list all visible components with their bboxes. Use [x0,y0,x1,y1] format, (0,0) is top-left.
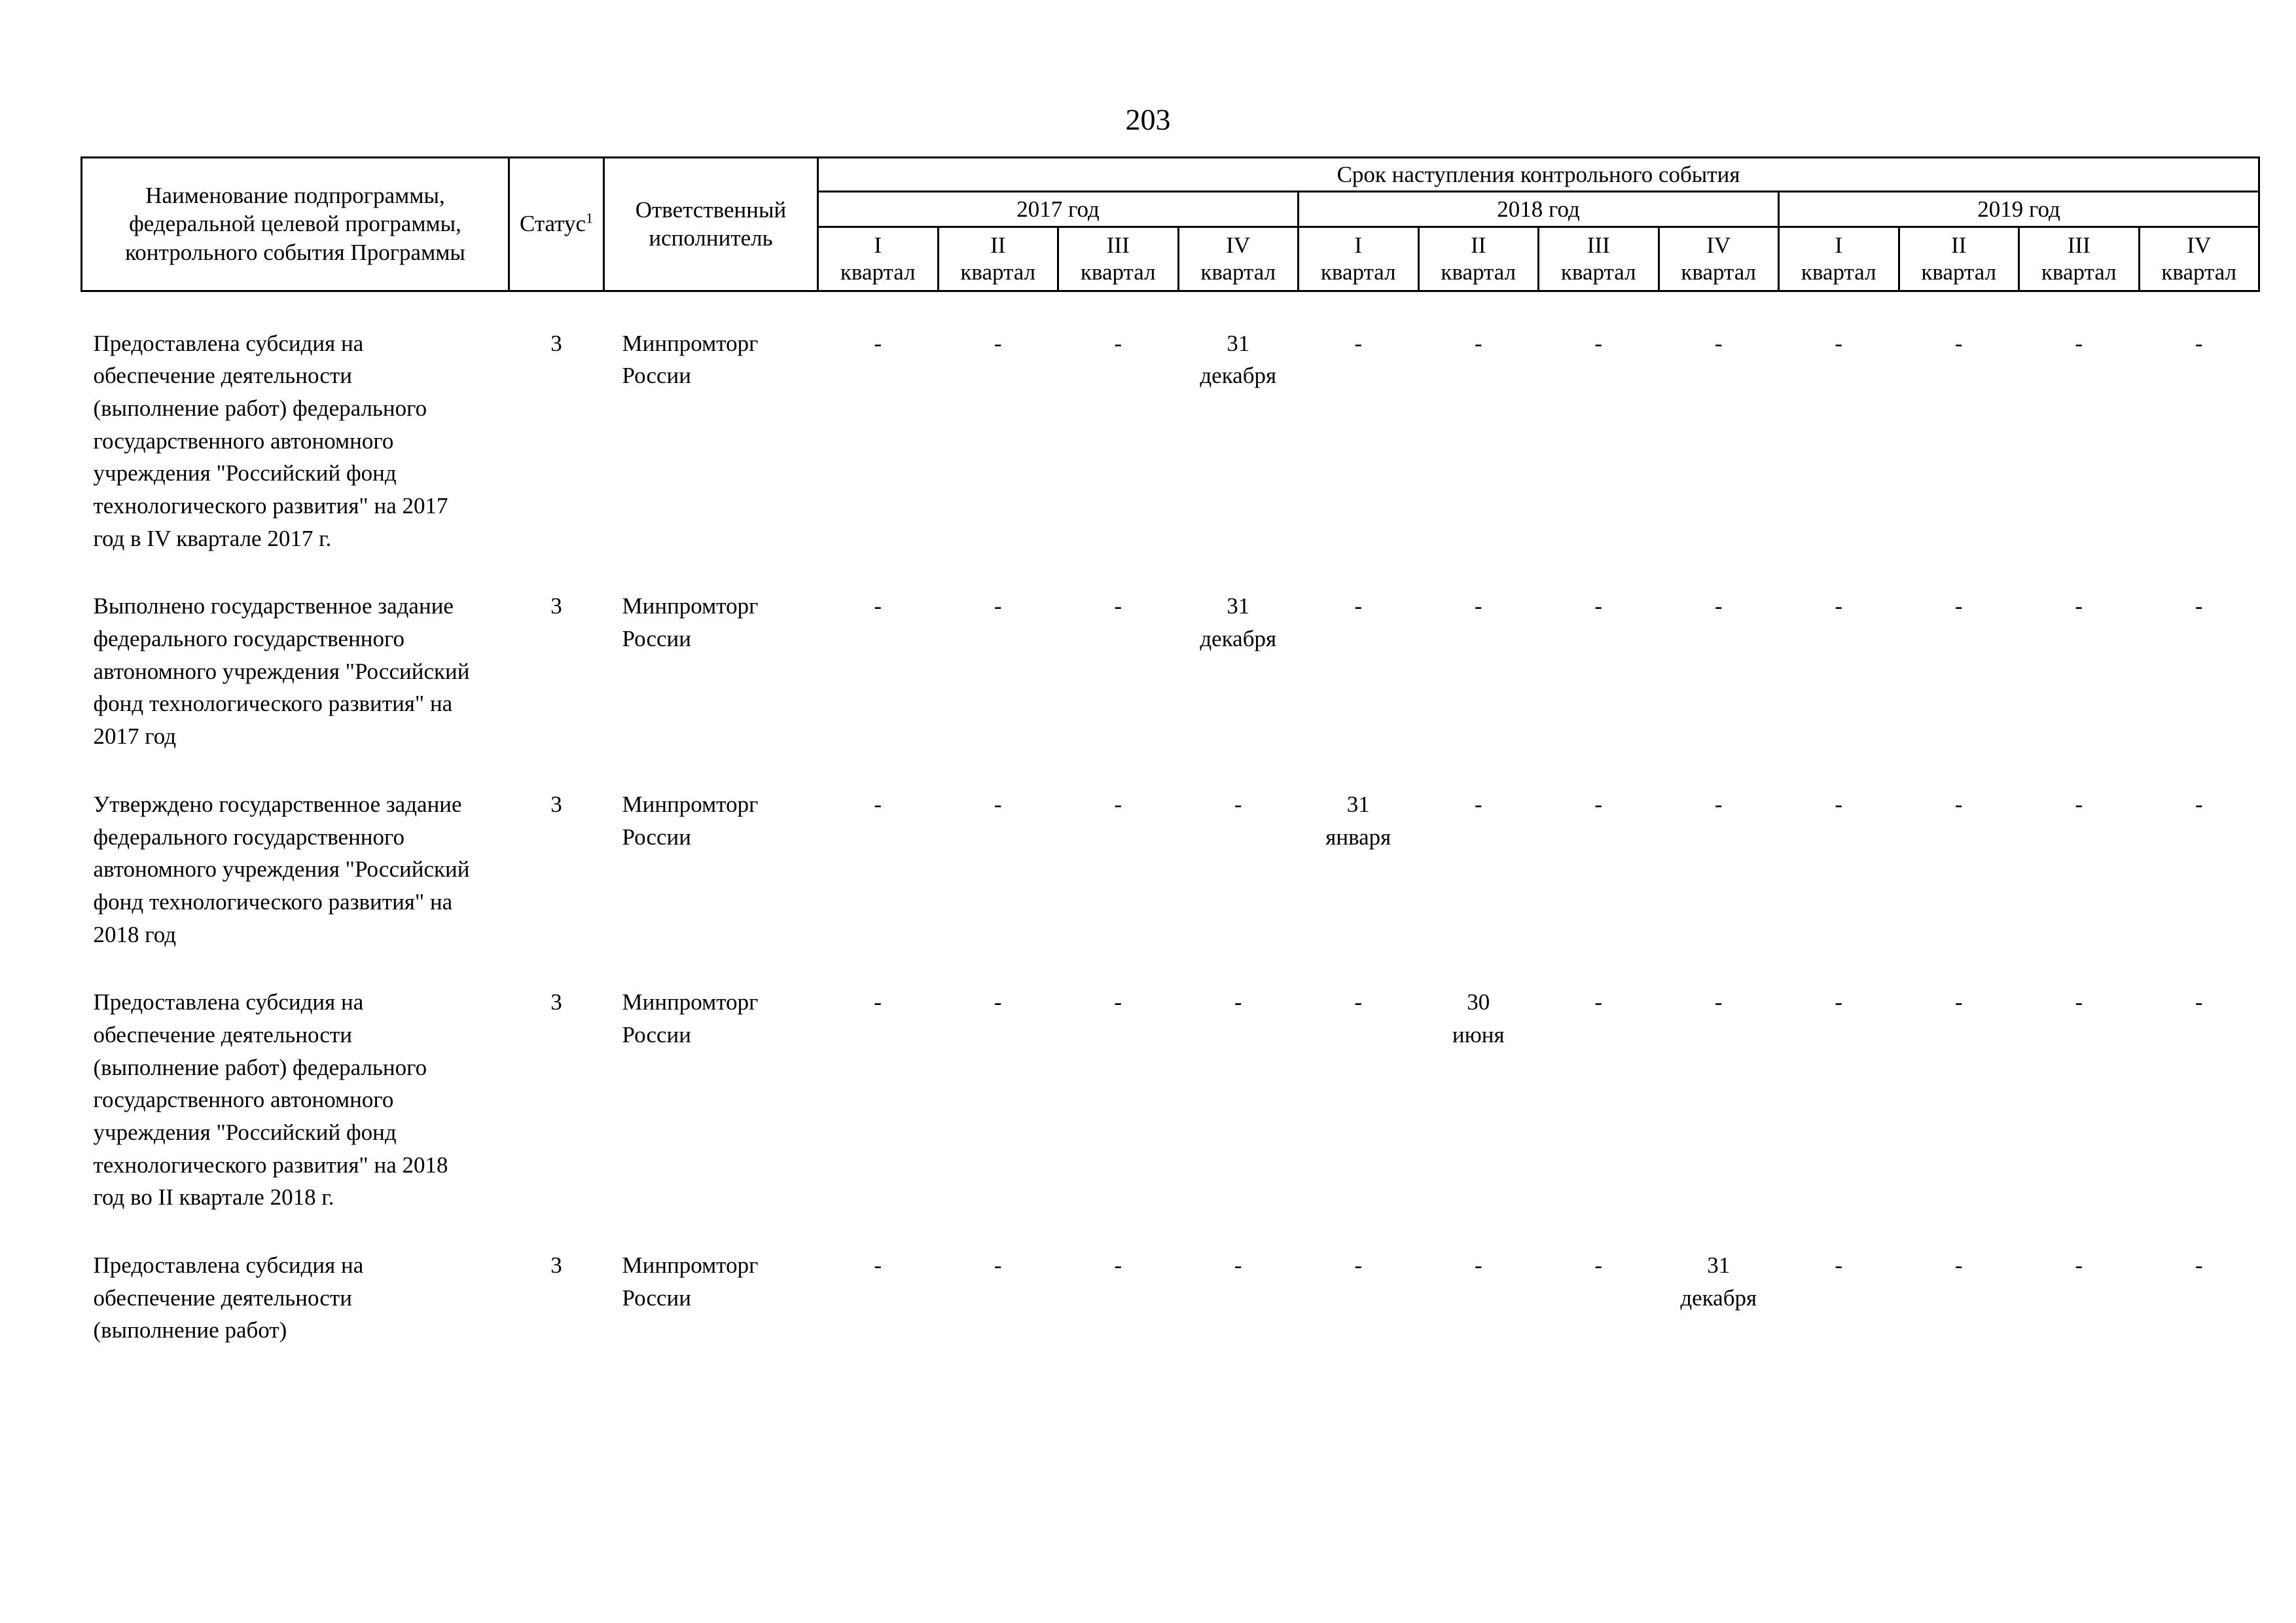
table-row [82,753,2259,951]
deadline-cell: - [994,330,1002,356]
quarter-word: квартал [1080,259,1156,285]
status-value-cell: 3 [550,989,562,1015]
deadline-cell: - [1594,791,1603,817]
deadline-cell: - [2195,593,2203,619]
quarter-header [2019,227,2140,291]
quarter-word: квартал [1801,259,1876,285]
year-header: 2017 год [818,192,1299,227]
table-row [82,951,2259,1214]
deadline-cell: - [1234,791,1242,817]
executor-cell: Минпромторг России [622,989,759,1048]
quarter-header [2139,227,2259,291]
deadline-cell: - [1835,791,1843,817]
quarter-word: квартал [1681,259,1757,285]
table-row [82,1214,2259,1347]
deadline-cell: - [874,593,882,619]
deadline-cell: - [1234,989,1242,1015]
name-column-header: Наименование подпрограммы, федеральной целевой программы, контрольного события Программы [82,158,509,291]
deadline-cell: - [1354,593,1363,619]
status-value-cell: 3 [550,791,562,817]
quarter-header [1058,227,1179,291]
quarter-header [1299,227,1419,291]
executor-cell: Минпромторг России [622,330,759,389]
deadline-cell: - [2075,791,2083,817]
header-row-top [82,158,2259,192]
year-header: 2018 год [1299,192,1779,227]
quarter-numeral: III [1106,232,1130,258]
quarter-numeral: I [1354,232,1363,258]
deadline-cell: - [2195,1252,2203,1279]
quarter-word: квартал [2161,259,2237,285]
deadline-cell: - [874,989,882,1015]
deadline-cell: - [1835,1252,1843,1279]
deadline-cell: - [1114,989,1122,1015]
deadline-cell: - [2075,989,2083,1015]
quarter-word: квартал [960,259,1036,285]
status-column-header [509,158,604,291]
deadline-cell: - [1835,989,1843,1015]
deadline-cell: - [1594,989,1603,1015]
quarter-numeral: I [1835,232,1843,258]
event-name-cell: Предоставлена субсидия на обеспечение деятельности (выполнение работ) федерального государственного автономного учреждения "Российский фонд технологического развития" на 2018 год во II квартале 2018 г. [93,989,448,1211]
deadline-cell: - [1354,330,1363,356]
status-value-cell: 3 [550,330,562,356]
page-number: 203 [1125,103,1171,136]
deadline-cell: - [2195,330,2203,356]
deadline-cell: - [1954,989,1963,1015]
deadline-cell: - [1474,791,1482,817]
event-name-cell: Предоставлена субсидия на обеспечение деятельности (выполнение работ) [93,1252,364,1343]
quarter-word: квартал [1560,259,1636,285]
deadline-cell: - [874,330,882,356]
quarter-numeral: IV [1706,232,1731,258]
deadline-cell: - [994,1252,1002,1279]
table-row [82,555,2259,752]
deadline-cell: - [994,989,1002,1015]
event-name-cell: Утверждено государственное задание федерального государственного автономного учреждения "Российский фонд технологического развития" на 2018 год [93,791,470,947]
event-name-cell: Предоставлена субсидия на обеспечение деятельности (выполнение работ) федерального государственного автономного учреждения "Российский фонд технологического развития" на 2017 год в IV квартале 2017 г. [93,330,448,551]
deadline-cell: - [1354,1252,1363,1279]
quarter-numeral: IV [1226,232,1251,258]
table-header [82,158,2259,291]
deadline-cell: - [1594,1252,1603,1279]
quarter-word: квартал [1200,259,1276,285]
deadline-cell: - [1954,593,1963,619]
deadline-cell: - [2075,593,2083,619]
quarter-header [1779,227,1899,291]
deadline-cell: - [994,593,1002,619]
status-footnote-marker: 1 [586,210,594,227]
deadline-cell: - [1714,330,1723,356]
year-header: 2019 год [1779,192,2259,227]
control-events-table [81,156,2260,1347]
quarter-numeral: IV [2187,232,2212,258]
deadline-cell: 30 июня [1452,989,1505,1048]
deadline-cell: 31 декабря [1680,1252,1757,1311]
deadline-cell: - [1354,989,1363,1015]
deadline-cell: - [2075,330,2083,356]
deadline-cell: - [1114,1252,1122,1279]
table-row [82,291,2259,555]
status-value-cell: 3 [550,1252,562,1279]
quarter-header [1659,227,1779,291]
deadline-cell: - [1594,593,1603,619]
status-column-label: Статус [519,211,586,237]
quarter-numeral: II [1951,232,1967,258]
deadline-cell: - [1835,593,1843,619]
deadline-cell: - [1474,593,1482,619]
deadline-cell: - [1954,791,1963,817]
deadline-cell: - [1714,593,1723,619]
quarter-numeral: III [1587,232,1610,258]
quarter-header [938,227,1058,291]
quarter-word: квартал [1320,259,1396,285]
deadline-cell: - [1114,791,1122,817]
deadline-cell: - [1234,1252,1242,1279]
status-value-cell: 3 [550,593,562,619]
deadline-title-header: Срок наступления контрольного события [818,158,2259,192]
executor-column-header: Ответственный исполнитель [604,158,818,291]
quarter-word: квартал [840,259,916,285]
deadline-cell: - [2195,989,2203,1015]
quarter-numeral: III [2067,232,2090,258]
quarter-header [1178,227,1299,291]
quarter-header [1899,227,2019,291]
deadline-cell: - [2195,791,2203,817]
deadline-cell: - [1114,593,1122,619]
deadline-cell: - [1714,989,1723,1015]
quarter-word: квартал [1921,259,1997,285]
event-name-cell: Выполнено государственное задание федерального государственного автономного учреждения "Российский фонд технологического развития" на 2017 год [93,593,470,750]
deadline-cell: - [874,791,882,817]
quarter-numeral: II [990,232,1006,258]
deadline-cell: - [1835,330,1843,356]
executor-cell: Минпромторг России [622,1252,759,1311]
table-body [82,291,2259,1347]
executor-cell: Минпромторг России [622,593,759,652]
quarter-header [818,227,939,291]
quarter-numeral: II [1471,232,1486,258]
quarter-numeral: I [874,232,882,258]
deadline-cell: - [2075,1252,2083,1279]
deadline-cell: - [1714,791,1723,817]
quarter-word: квартал [1441,259,1516,285]
deadline-cell: 31 декабря [1200,330,1277,389]
deadline-cell: 31 декабря [1200,593,1277,652]
deadline-cell: - [1474,1252,1482,1279]
deadline-cell: - [1954,1252,1963,1279]
quarter-word: квартал [2041,259,2117,285]
deadline-cell: - [1114,330,1122,356]
quarter-header [1539,227,1659,291]
deadline-cell: - [874,1252,882,1279]
deadline-cell: - [994,791,1002,817]
executor-cell: Минпромторг России [622,791,759,850]
deadline-cell: 31 января [1325,791,1391,850]
quarter-header [1418,227,1539,291]
deadline-cell: - [1594,330,1603,356]
deadline-cell: - [1954,330,1963,356]
deadline-cell: - [1474,330,1482,356]
